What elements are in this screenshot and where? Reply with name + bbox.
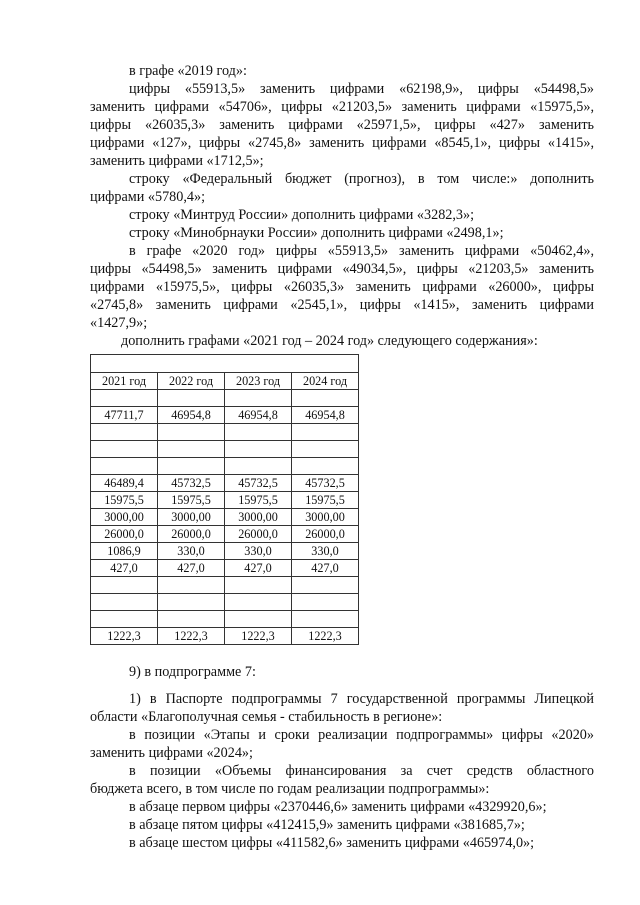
table-cell: 427,0: [225, 560, 292, 577]
table-row: [91, 543, 359, 560]
table-cell: [91, 441, 158, 458]
table-cell: 3000,00: [91, 509, 158, 526]
table-row: [91, 492, 359, 509]
header-cell: 2022 год: [158, 373, 225, 390]
table-header-row: [91, 373, 359, 390]
table-cell: [292, 594, 359, 611]
table-cell: [91, 577, 158, 594]
table-cell: 45732,5: [292, 475, 359, 492]
text-line: строку «Федеральный бюджет (прогноз), в том числе:» дополнить: [129, 171, 594, 187]
text-line: в позиции «Объемы финансирования за счет средств областного: [129, 763, 594, 779]
text-line: заменить цифрами «1712,5»;: [90, 153, 264, 169]
table-cell: [158, 458, 225, 475]
table-cell: [158, 594, 225, 611]
table-row: [91, 560, 359, 577]
header-cell: 2023 год: [225, 373, 292, 390]
table-cell: [292, 441, 359, 458]
table-row: [91, 441, 359, 458]
table-cell: 45732,5: [225, 475, 292, 492]
table-body: [91, 390, 359, 645]
table-cell: 1222,3: [91, 628, 158, 645]
table-cell: [91, 594, 158, 611]
table-cell: [225, 594, 292, 611]
table-cell: 46489,4: [91, 475, 158, 492]
text-line: области «Благополучная семья - стабильность в регионе»:: [90, 709, 443, 725]
table-cell: [292, 458, 359, 475]
text-line: цифрами «5780,4»;: [90, 189, 206, 205]
text-line: цифрами «15975,5», цифры «26035,3» заменить цифрами «26000», цифры: [90, 279, 594, 295]
table-cell: 46954,8: [158, 407, 225, 424]
table-row: [91, 509, 359, 526]
text-line: строку «Минобрнауки России» дополнить цифрами «2498,1»;: [129, 225, 504, 241]
table-cell: [225, 424, 292, 441]
text-line: бюджета всего, в том числе по годам реализации подпрограммы»:: [90, 781, 490, 797]
table-row: [91, 594, 359, 611]
text-line: в абзаце шестом цифры «411582,6» заменить цифрами «465974,0»;: [129, 835, 535, 851]
table-cell: 46954,8: [292, 407, 359, 424]
text-line: в графе «2019 год»:: [129, 63, 247, 79]
table-row: [91, 628, 359, 645]
table-cell: [225, 458, 292, 475]
table-row: [91, 611, 359, 628]
table-cell: [158, 577, 225, 594]
table-cell: [225, 611, 292, 628]
text-line: в абзаце первом цифры «2370446,6» заменить цифрами «4329920,6»;: [129, 799, 547, 815]
table-cell: [158, 611, 225, 628]
table-cell: 47711,7: [91, 407, 158, 424]
table-cell: 1222,3: [225, 628, 292, 645]
text-line: цифры «54498,5» заменить цифрами «49034,5», цифры «21203,5» заменить: [90, 261, 594, 277]
table-cell: 427,0: [292, 560, 359, 577]
text-line: цифрами «127», цифры «2745,8» заменить цифрами «8545,1», цифры «1415»,: [90, 135, 594, 151]
table-cell: 3000,00: [225, 509, 292, 526]
table-cell: 3000,00: [292, 509, 359, 526]
table-cell: [292, 577, 359, 594]
table-cell: [225, 577, 292, 594]
table-cell: 1086,9: [91, 543, 158, 560]
table-cell: 3000,00: [158, 509, 225, 526]
table-cell: 26000,0: [292, 526, 359, 543]
text-line: в графе «2020 год» цифры «55913,5» заменить цифрами «50462,4»,: [129, 243, 594, 259]
header-cell: 2024 год: [292, 373, 359, 390]
text-line: цифры «55913,5» заменить цифрами «62198,9», цифры «54498,5»: [129, 81, 594, 97]
table-cell: 1222,3: [158, 628, 225, 645]
table-cell: 15975,5: [292, 492, 359, 509]
table-cell: 330,0: [225, 543, 292, 560]
text-line: цифры «26035,3» заменить цифрами «25971,5», цифры «427» заменить: [90, 117, 594, 133]
table-cell: 330,0: [292, 543, 359, 560]
table-row: [91, 577, 359, 594]
table-cell: [158, 390, 225, 407]
table-row: [91, 526, 359, 543]
text-line: «1427,9»;: [90, 315, 148, 331]
table-cell: 1222,3: [292, 628, 359, 645]
text-line: в позиции «Этапы и сроки реализации подпрограммы» цифры «2020»: [129, 727, 594, 743]
table-cell: [91, 611, 158, 628]
table-row: [91, 390, 359, 407]
text-line: 1) в Паспорте подпрограммы 7 государственной программы Липецкой: [129, 691, 594, 707]
table-cell: [158, 441, 225, 458]
table-cell: [225, 390, 292, 407]
table-cell: [91, 424, 158, 441]
subprogram-heading: 9) в подпрограмме 7:: [129, 664, 256, 680]
table-cell: 427,0: [91, 560, 158, 577]
text-line: в абзаце пятом цифры «412415,9» заменить цифрами «381685,7»;: [129, 817, 525, 833]
table-cell: 15975,5: [225, 492, 292, 509]
table-cell: [91, 390, 158, 407]
table-cell: 26000,0: [91, 526, 158, 543]
table-row: [91, 458, 359, 475]
funding-table: [90, 354, 359, 645]
table-cell: 26000,0: [225, 526, 292, 543]
table-row: [91, 407, 359, 424]
table-cell: [292, 611, 359, 628]
table-row: [91, 475, 359, 492]
table-cell: 330,0: [158, 543, 225, 560]
text-line: заменить цифрами «2024»;: [90, 745, 253, 761]
table-cell: [292, 390, 359, 407]
table-cell: 427,0: [158, 560, 225, 577]
table-cell: 15975,5: [91, 492, 158, 509]
table-cell: [292, 424, 359, 441]
table-cell: [91, 458, 158, 475]
table-cell: [225, 441, 292, 458]
table-cell: 45732,5: [158, 475, 225, 492]
table-cell: 26000,0: [158, 526, 225, 543]
table-cell: 46954,8: [225, 407, 292, 424]
header-cell: 2021 год: [91, 373, 158, 390]
table-cell: 15975,5: [158, 492, 225, 509]
text-line: «2745,8» заменить цифрами «2545,1», цифры «1415», заменить цифрами: [90, 297, 594, 313]
table-cell: [158, 424, 225, 441]
table-title-cell: [91, 355, 359, 373]
table-row: [91, 424, 359, 441]
text-line: дополнить графами «2021 год – 2024 год» следующего содержания»:: [121, 333, 538, 349]
text-line: строку «Минтруд России» дополнить цифрами «3282,3»;: [129, 207, 475, 223]
text-line: заменить цифрами «54706», цифры «21203,5» заменить цифрами «15975,5»,: [90, 99, 594, 115]
